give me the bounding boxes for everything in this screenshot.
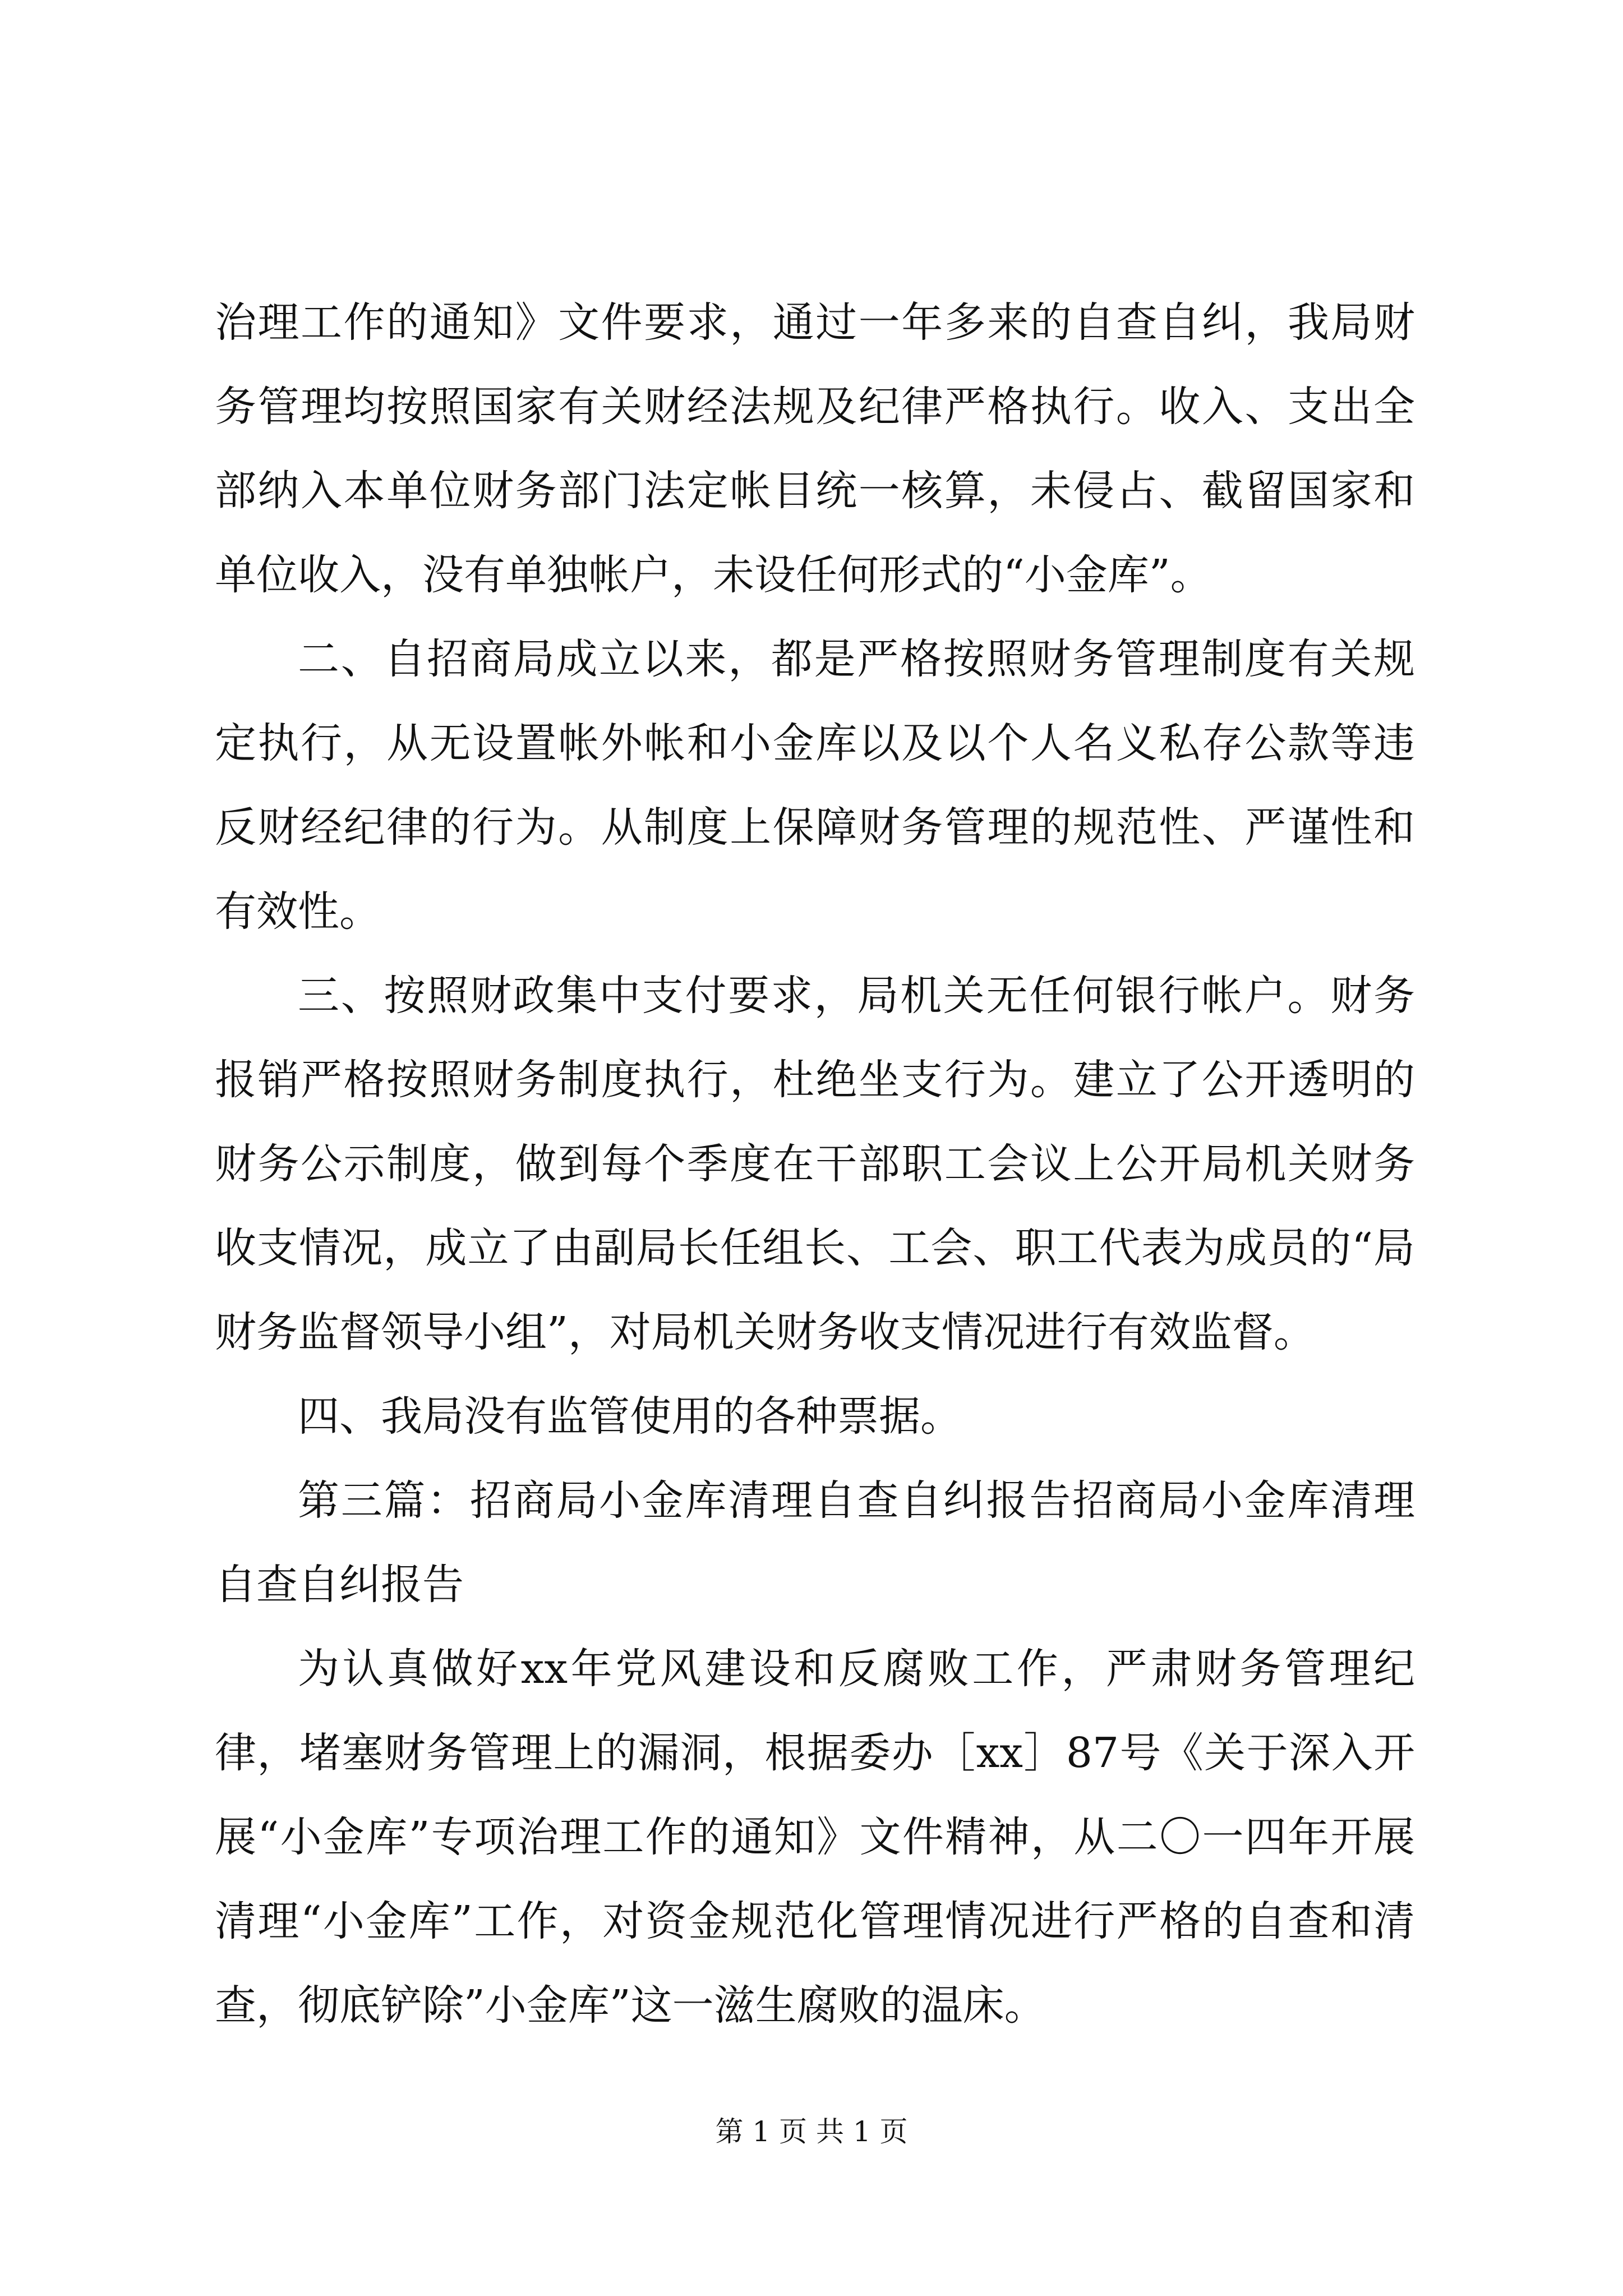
document-body xyxy=(215,280,1415,2047)
paragraph-continuation: 治理工作的通知》文件要求，通过一年多来的自查自纠，我局财务管理均按照国家有关财经法规及纪律严格执行。收入、支出全部纳入本单位财务部门法定帐目统一核算，未侵占、截留国家和单位收入，没有单独帐户，未设任何形式的“小金库”。 xyxy=(215,298,1415,599)
paragraph-intro: 为认真做好xx年党风建设和反腐败工作，严肃财务管理纪律，堵塞财务管理上的漏洞，根据委办［xx］87号《关于深入开展“小金库”专项治理工作的通知》文件精神，从二〇一四年开展清理“小金库”工作，对资金规范化管理情况进行严格的自查和清查，彻底铲除”小金库”这一滋生腐败的温床。 xyxy=(215,1645,1415,2030)
page-footer: 第 1 页 共 1 页 xyxy=(715,2115,908,2148)
paragraph-section-two: 二、自招商局成立以来，都是严格按照财务管理制度有关规定执行，从无设置帐外帐和小金库以及以个人名义私存公款等违反财经纪律的行为。从制度上保障财务管理的规范性、严谨性和有效性。 xyxy=(215,635,1415,936)
paragraph-section-three: 三、按照财政集中支付要求，局机关无任何银行帐户。财务报销严格按照财务制度执行，杜绝坐支行为。建立了公开透明的财务公示制度，做到每个季度在干部职工会议上公开局机关财务收支情况，成立了由副局长任组长、工会、职工代表为成员的“局财务监督领导小组”，对局机关财务收支情况进行有效监督。 xyxy=(215,972,1415,1356)
paragraph-chapter-heading: 第三篇：招商局小金库清理自查自纠报告招商局小金库清理自查自纠报告 xyxy=(215,1476,1415,1609)
paragraph-section-four: 四、我局没有监管使用的各种票据。 xyxy=(298,1392,962,1441)
